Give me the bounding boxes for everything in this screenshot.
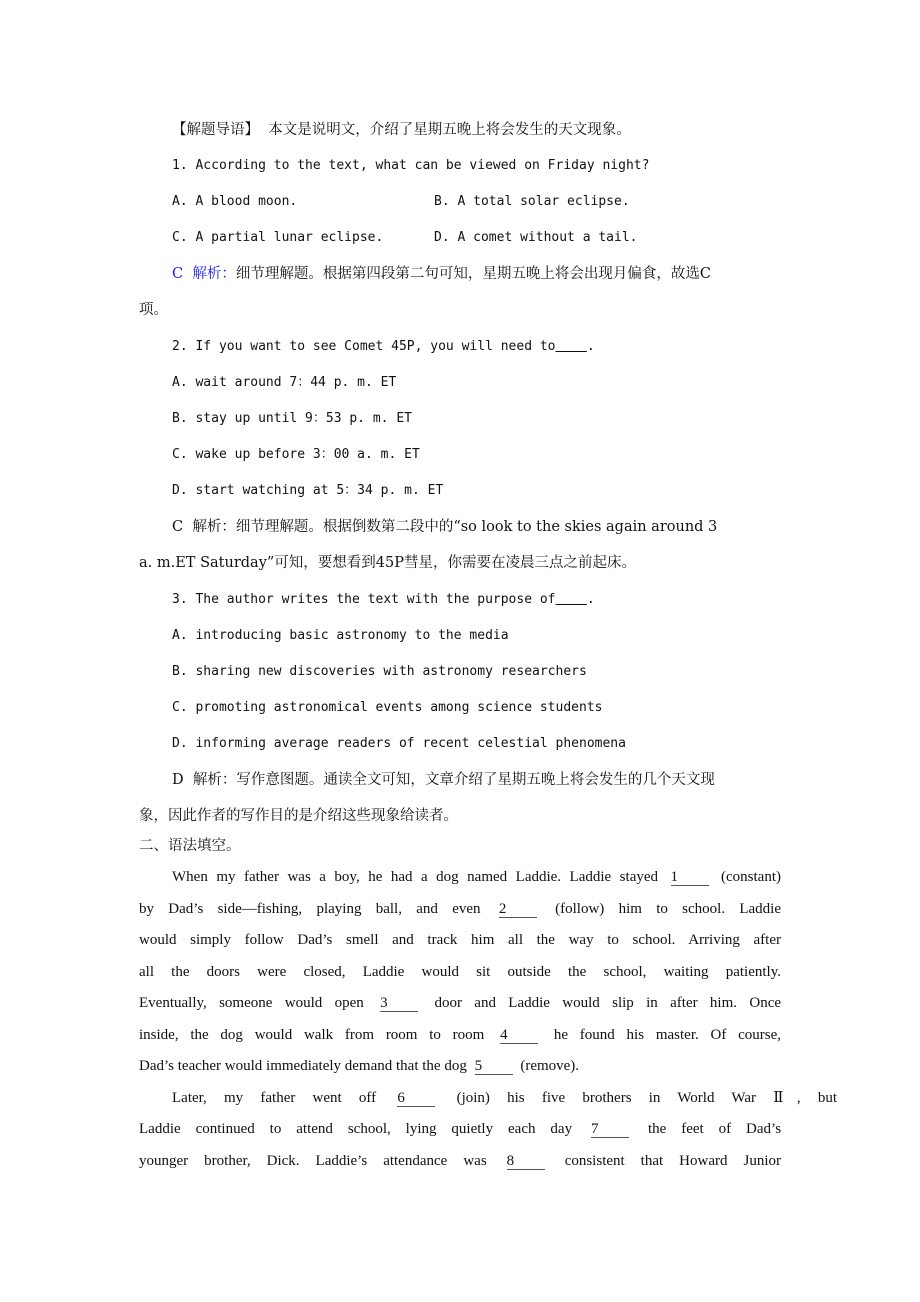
q3-option-d: D. informing average readers of recent celestial phenomena [172, 736, 626, 751]
q1-analysis-text: 细节理解题。根据第四段第二句可知，星期五晚上将会出现月偏食，故选C [235, 266, 711, 282]
passage-text: Later, my father went off [172, 1090, 377, 1106]
passage-text: door and Laddie would slip in after him. Once [434, 995, 782, 1011]
blank-8: 8 [507, 1154, 545, 1170]
q2-analysis [172, 518, 717, 536]
passage-line [139, 900, 781, 918]
intro-label: 【解题导语】 [172, 122, 259, 138]
q1-analysis [172, 265, 711, 283]
q3-analysis-cont: 象，因此作者的写作目的是介绍这些现象给读者。 [139, 808, 458, 824]
q3-analysis [172, 771, 715, 789]
q1-option-d: D. A comet without a tail. [434, 230, 638, 245]
passage-text: (remove). [520, 1058, 580, 1074]
passage-text: Eventually, someone would open [139, 995, 364, 1011]
blank-7: 7 [591, 1122, 629, 1138]
q3-answer: D [172, 772, 184, 788]
passage-text: Laddie continued to attend school, lying quietly each day [139, 1121, 573, 1137]
q2-analysis-text: 细节理解题。根据倒数第二段中的“so look to the skies again around 3 [235, 519, 718, 535]
q1-option-c: C. A partial lunar eclipse. [172, 230, 384, 245]
q1-stem: 1. According to the text, what can be viewed on Friday night? [172, 158, 650, 173]
q2-stem-text: 2. If you want to see Comet 45P, you will need to [172, 339, 556, 354]
passage-text: (constant) [721, 869, 781, 885]
passage-text: (follow) him to school. Laddie [555, 901, 781, 917]
q2-option-b: B. stay up until 9：53 p. m. ET [172, 411, 412, 426]
passage-line [172, 1089, 837, 1107]
q3-analysis-text: 写作意图题。通读全文可知，文章介绍了星期五晚上将会发生的几个天文现 [236, 772, 715, 788]
passage-text: younger brother, Dick. Laddie’s attendance was [139, 1153, 487, 1169]
q2-option-d: D. start watching at 5：34 p. m. ET [172, 483, 444, 498]
passage-text: by Dad’s side—fishing, playing ball, and even [139, 901, 481, 917]
blank-3: 3 [380, 996, 418, 1012]
passage-text: (join) his five brothers in World War Ⅱ, but [456, 1090, 838, 1106]
intro-line [172, 121, 631, 139]
section-heading: 二、语法填空。 [139, 838, 241, 854]
answer-blank [556, 591, 587, 609]
passage-text: would simply follow Dad’s smell and track him all the way to school. Arriving after [139, 932, 781, 948]
blank-5: 5 [475, 1059, 513, 1075]
blank-2: 2 [499, 902, 537, 918]
passage-text: When my father was a boy, he had a dog named Laddie. Laddie stayed [172, 869, 659, 885]
answer-blank [556, 338, 587, 356]
passage-line [139, 994, 781, 1012]
q3-stem-text: 3. The author writes the text with the purpose of [172, 592, 556, 607]
q3-analysis-label: 解析： [192, 772, 237, 788]
q3-option-c: C. promoting astronomical events among science students [172, 700, 603, 715]
passage-line [139, 1026, 781, 1044]
blank-1: 1 [671, 870, 709, 886]
passage-line [139, 1120, 781, 1138]
passage-line [139, 1152, 781, 1170]
q1-answer: C [172, 266, 184, 282]
q2-stem: 2. If you want to see Comet 45P, you will need to . [172, 339, 595, 354]
passage-text: inside, the dog would walk from room to room [139, 1027, 485, 1043]
q3-stem: 3. The author writes the text with the purpose of . [172, 592, 595, 607]
passage-line [139, 963, 781, 981]
q2-analysis-cont: a. m.ET Saturday”可知，要想看到45P彗星，你需要在凌晨三点之前起床。 [139, 555, 636, 571]
passage-line [139, 931, 781, 949]
passage-text: Dad’s teacher would immediately demand that the dog [139, 1058, 467, 1074]
q1-option-b: B. A total solar eclipse. [434, 194, 630, 209]
q2-analysis-label: 解析： [192, 519, 236, 535]
passage-text: the feet of Dad’s [647, 1121, 782, 1137]
intro-text: 本文是说明文，介绍了星期五晚上将会发生的天文现象。 [268, 122, 631, 138]
q1-option-a: A. A blood moon. [172, 194, 298, 209]
blank-4: 4 [500, 1028, 538, 1044]
q1-analysis-cont: 项。 [139, 302, 168, 318]
passage-line [172, 868, 781, 886]
q3-option-b: B. sharing new discoveries with astronomy researchers [172, 664, 587, 679]
blank-6: 6 [397, 1091, 435, 1107]
passage-text: consistent that Howard Junior [564, 1153, 782, 1169]
q2-option-a: A. wait around 7：44 p. m. ET [172, 375, 397, 390]
passage-text: he found his master. Of course, [553, 1027, 781, 1043]
q1-analysis-label: 解析： [192, 266, 236, 282]
q3-option-a: A. introducing basic astronomy to the media [172, 628, 509, 643]
passage-line [139, 1057, 781, 1075]
passage-text: all the doors were closed, Laddie would sit outside the school, waiting patiently. [139, 964, 781, 980]
q2-option-c: C. wake up before 3：00 a. m. ET [172, 447, 420, 462]
q2-answer: C [172, 519, 184, 535]
